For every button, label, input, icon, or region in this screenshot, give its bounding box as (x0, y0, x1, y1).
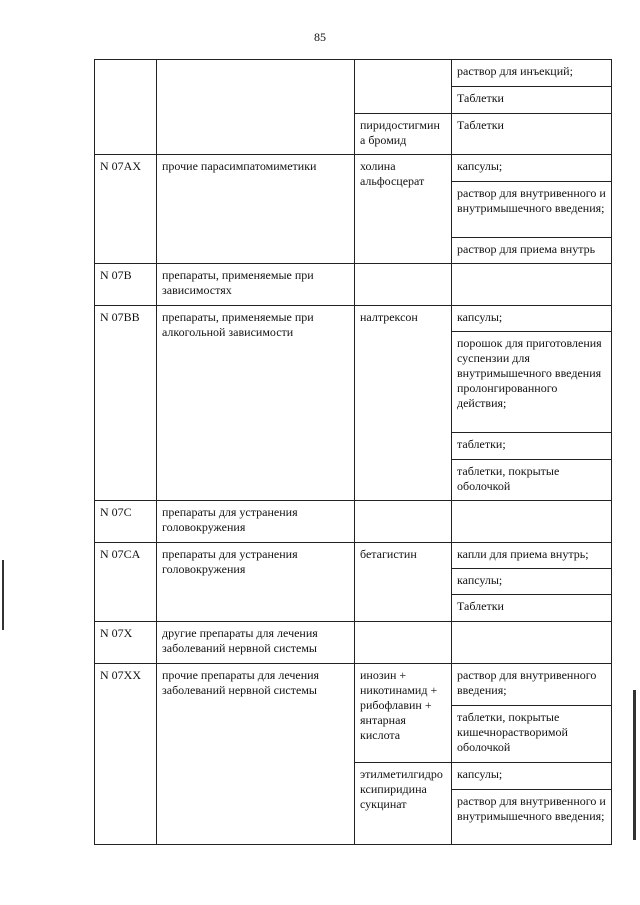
form-cell: раствор для внутривенного введения; (452, 664, 612, 706)
code-cell: N 07X (95, 622, 157, 664)
form-cell: капсулы; (452, 306, 612, 332)
drug-cell (355, 60, 452, 114)
table-row (95, 306, 612, 332)
code-cell (95, 60, 157, 155)
form-cell: таблетки, покрытые кишечнорастворимой оболочкой (452, 706, 612, 763)
code-cell: N 07XX (95, 664, 157, 845)
table-row (95, 664, 612, 706)
drug-table (94, 59, 612, 845)
form-cell: таблетки, покрытые оболочкой (452, 460, 612, 501)
group-cell: прочие препараты для лечения заболеваний нервной системы (157, 664, 355, 845)
group-cell (157, 60, 355, 155)
form-cell: Таблетки (452, 87, 612, 114)
drug-cell: инозин + никотинамид + рибофлавин + янтарная кислота (355, 664, 452, 763)
code-cell: N 07CA (95, 543, 157, 622)
drug-cell: этилметилгидро ксипиридина сукцинат (355, 763, 452, 845)
scan-edge-mark (633, 690, 636, 840)
form-cell: таблетки; (452, 433, 612, 460)
form-cell (452, 264, 612, 306)
form-cell: капли для приема внутрь; (452, 543, 612, 569)
drug-cell: налтрексон (355, 306, 452, 501)
drug-cell: пиридостигмин а бромид (355, 114, 452, 155)
table-row (95, 60, 612, 87)
table-row (95, 501, 612, 543)
form-cell (452, 501, 612, 543)
form-cell: раствор для внутривенного и внутримышечного введения; (452, 790, 612, 845)
form-cell (452, 622, 612, 664)
form-cell: капсулы; (452, 569, 612, 595)
code-cell: N 07BB (95, 306, 157, 501)
code-cell: N 07C (95, 501, 157, 543)
table-row (95, 622, 612, 664)
group-cell: препараты, применяемые при зависимостях (157, 264, 355, 306)
form-cell: Таблетки (452, 595, 612, 622)
group-cell: прочие парасимпатомиметики (157, 155, 355, 264)
group-cell: другие препараты для лечения заболеваний нервной системы (157, 622, 355, 664)
form-cell: раствор для приема внутрь (452, 238, 612, 264)
drug-cell (355, 501, 452, 543)
scan-edge-mark (2, 560, 4, 630)
page-number: 85 (314, 30, 326, 44)
code-cell: N 07B (95, 264, 157, 306)
table-row (95, 543, 612, 569)
drug-cell: холина альфосцерат (355, 155, 452, 264)
drug-cell: бетагистин (355, 543, 452, 622)
form-cell: капсулы; (452, 763, 612, 790)
group-cell: препараты для устранения головокружения (157, 543, 355, 622)
form-cell: Таблетки (452, 114, 612, 155)
form-cell: капсулы; (452, 155, 612, 182)
form-cell: раствор для инъекций; (452, 60, 612, 87)
table-row (95, 155, 612, 182)
form-cell: порошок для приготовления суспензии для внутримышечного введения пролонгированного действия; (452, 332, 612, 433)
group-cell: препараты для устранения головокружения (157, 501, 355, 543)
code-cell: N 07AX (95, 155, 157, 264)
drug-cell (355, 264, 452, 306)
group-cell: препараты, применяемые при алкогольной зависимости (157, 306, 355, 501)
drug-cell (355, 622, 452, 664)
form-cell: раствор для внутривенного и внутримышечного введения; (452, 182, 612, 238)
table-row (95, 264, 612, 306)
